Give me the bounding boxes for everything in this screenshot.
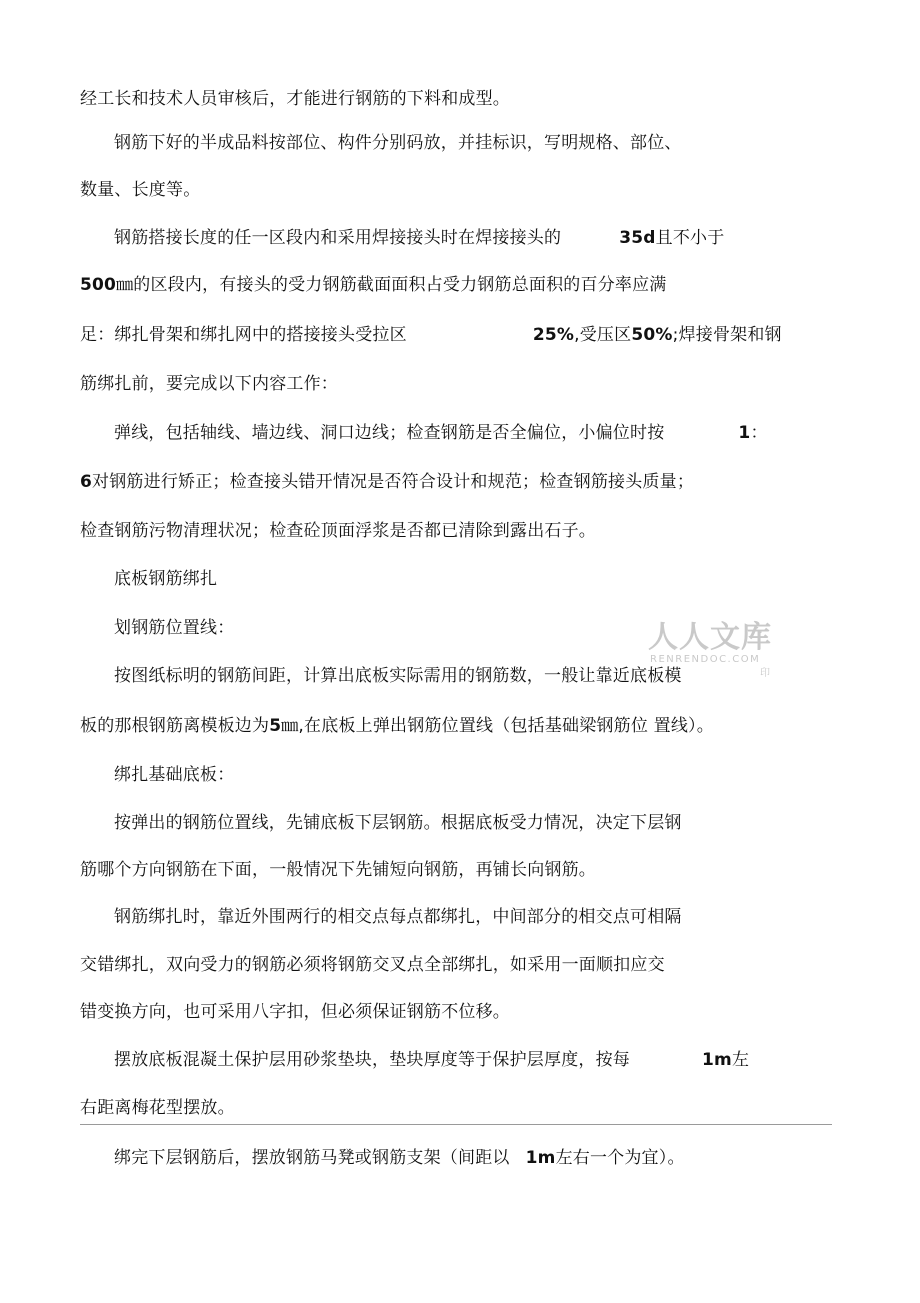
text-line-10: 检查钢筋污物清理状况；检查砼顶面浮浆是否都已清除到露出石子。 (80, 521, 596, 541)
text-line-19: 交错绑扎，双向受力的钢筋必须将钢筋交叉点全部绑扎，如采用一面顺扣应交 (80, 955, 665, 975)
text-seg: 1 (525, 1148, 538, 1168)
text-seg: ,受压区 (574, 325, 632, 345)
text-seg: ㎜的区段内，有接头的受力钢筋截面面积占受力钢筋总面积的百分率应满 (116, 275, 667, 295)
text-line-7: 筋绑扎前，要完成以下内容工作： (80, 374, 338, 394)
watermark-title: 人人文库 (648, 620, 772, 655)
text-seg: 绑完下层钢筋后，摆放钢筋马凳或钢筋支架（间距以 (114, 1148, 510, 1168)
watermark-mark: 印 (760, 668, 770, 679)
text-seg: 对钢筋进行矫正；检查接头错开情况是否符合设计和规范；检查钢筋接头质量； (92, 472, 695, 492)
text-seg: 5 (269, 716, 282, 736)
watermark-domain: RENRENDOC.COM (650, 654, 761, 665)
text-line-18: 钢筋绑扎时，靠近外围两行的相交点每点都绑扎，中间部分的相交点可相隔 (114, 907, 682, 927)
text-line-9 (80, 470, 694, 494)
text-line-4 (114, 226, 724, 250)
text-line-14 (80, 714, 714, 738)
text-line-1: 经工长和技术人员审核后，才能进行钢筋的下料和成型。 (80, 89, 510, 109)
text-line-22: 右距离梅花型摆放。 (80, 1098, 235, 1118)
text-seg: 弹线，包括轴线、墙边线、洞口边线；检查钢筋是否全偏位，小偏位时按 (114, 423, 665, 443)
text-line-13: 按图纸标明的钢筋间距，计算出底板实际需用的钢筋数，一般让靠近底板模 (114, 666, 682, 686)
text-seg: 且不小于 (655, 228, 725, 248)
text-seg: 1 (738, 423, 751, 443)
text-seg: 板的那根钢筋离模板边为 (80, 716, 270, 736)
page-divider (80, 1124, 832, 1125)
text-seg: m (714, 1050, 732, 1070)
text-seg: 35d (619, 228, 656, 248)
text-seg: 1 (702, 1050, 715, 1070)
text-line-6 (80, 323, 782, 347)
text-line-8 (114, 421, 768, 445)
text-seg: 25% (532, 325, 575, 345)
text-line-2: 钢筋下好的半成品料按部位、构件分别码放，并挂标识，写明规格、部位、 (114, 133, 682, 153)
text-seg: 钢筋搭接长度的任一区段内和采用焊接接头时在焊接接头的 (114, 228, 562, 248)
text-line-5 (80, 273, 667, 297)
text-seg: 左 (731, 1050, 750, 1070)
text-line-23 (114, 1146, 685, 1170)
subheading-tie-base-slab: 绑扎基础底板： (114, 765, 235, 785)
text-seg: 500 (80, 275, 117, 295)
text-seg: 足：绑扎骨架和绑扎网中的搭接接头受拉区 (80, 325, 407, 345)
text-seg: m (537, 1148, 556, 1168)
text-line-17: 筋哪个方向钢筋在下面，一般情况下先铺短向钢筋，再铺长向钢筋。 (80, 860, 596, 880)
text-seg: 6 (80, 472, 93, 492)
text-line-16: 按弹出的钢筋位置线，先铺底板下层钢筋。根据底板受力情况，决定下层钢 (114, 813, 682, 833)
subheading-rebar-position-line: 划钢筋位置线： (114, 618, 235, 638)
section-heading-bottom-slab: 底板钢筋绑扎 (114, 569, 218, 589)
text-line-3: 数量、长度等。 (80, 180, 201, 200)
text-line-20: 错变换方向，也可采用八字扣，但必须保证钢筋不位移。 (80, 1002, 510, 1022)
text-seg: 左右一个为宜）。 (555, 1148, 685, 1168)
text-seg: ㎜,在底板上弹出钢筋位置线（包括基础梁钢筋位 置线）。 (281, 716, 714, 736)
text-seg: ;焊接骨架和钢 (672, 325, 782, 345)
text-line-21 (114, 1048, 749, 1072)
text-seg: ： (750, 423, 768, 443)
text-seg: 50% (631, 325, 673, 345)
text-seg: 摆放底板混凝土保护层用砂浆垫块，垫块厚度等于保护层厚度，按每 (114, 1050, 630, 1070)
